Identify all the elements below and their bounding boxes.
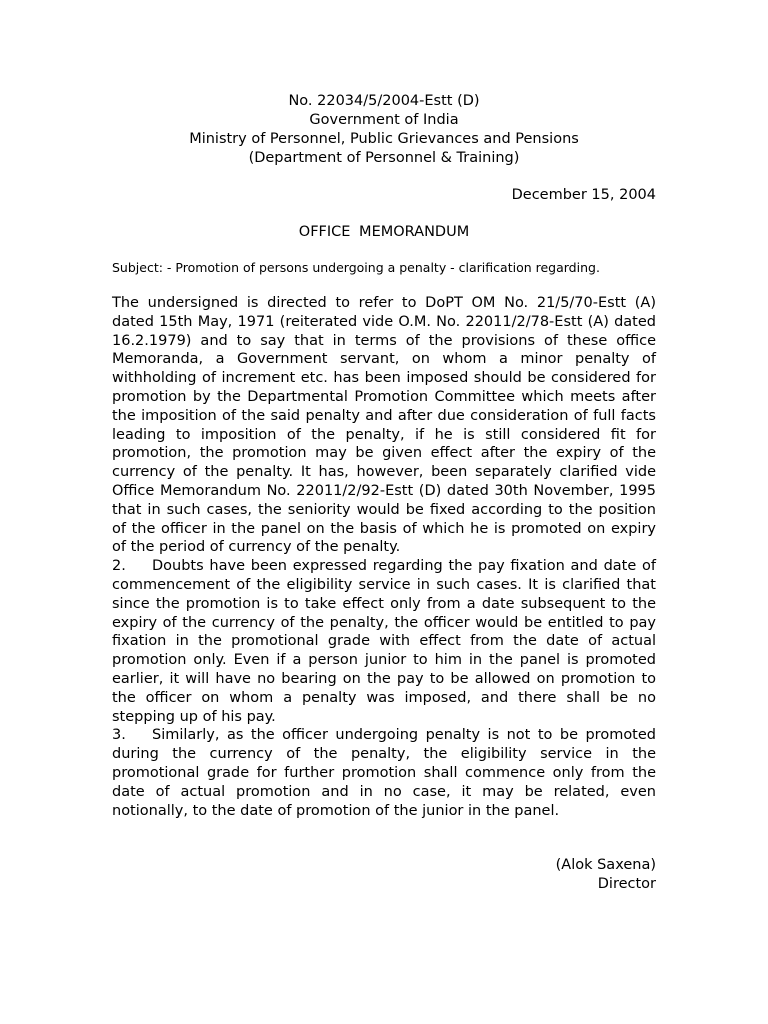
memo-subject: Subject: - Promotion of persons undergoing a penalty - clarification regarding. [112, 260, 600, 275]
paragraph-3-number: 3. [112, 727, 126, 744]
paragraph-1: The undersigned is directed to refer to DoPT OM No. 21/5/70-Estt (A) dated 15th May, 1971 (reiterated vide O.M. No. 22011/2/78-Estt (A) dated 16.2.1979) and to say that in terms of the provisions of these office Memoranda, a Government servant, on whom a minor penalty of withholding of increment etc. has been imposed should be considered for promotion by the Departmental Promotion Committee which meets after the imposition of the said penalty and after due consideration of full facts leading to imposition of the penalty, if he is still considered fit for promotion, the promotion may be given effect after the expiry of the currency of the penalty. It has, however, been separately clarified vide Office Memorandum No. 22011/2/92-Estt (D) dated 30th November, 1995 that in such cases, the seniority would be fixed according to the position of the officer in the panel on the basis of which he is promoted on expiry of the period of currency of the penalty. [112, 295, 656, 556]
memo-body [112, 294, 656, 820]
government-name: Government of India [309, 112, 459, 128]
paragraph-3 [112, 726, 656, 820]
ministry-name: Ministry of Personnel, Public Grievances and Pensions [189, 131, 579, 147]
office-memorandum-page [112, 92, 656, 894]
memo-date: December 15, 2004 [511, 187, 656, 203]
paragraph-2-number: 2. [112, 558, 126, 575]
department-name: (Department of Personnel & Training) [248, 150, 520, 166]
signatory-designation: Director [597, 876, 656, 893]
paragraph-3-text: Similarly, as the officer undergoing penalty is not to be promoted during the currency of the penalty, the eligibility service in the promotional grade for further promotion shall commence only from the date of actual promotion and in no case, it may be related, even notionally, to the date of promotion of the junior in the panel. [112, 727, 656, 819]
signatory-name: (Alok Saxena) [555, 857, 656, 874]
document-header [112, 92, 656, 168]
paragraph-2 [112, 557, 656, 726]
memo-title: OFFICE MEMORANDUM [298, 224, 470, 240]
signature-block [112, 856, 656, 894]
paragraph-2-text: Doubts have been expressed regarding the pay fixation and date of commencement of the eligibility service in such cases. It is clarified that since the promotion is to take effect only from a date subsequent to the expiry of the currency of the penalty, the officer would be entitled to pay fixation in the promotional grade with effect from the date of actual promotion only. Even if a person junior to him in the panel is promoted earlier, it will have no bearing on the pay to be allowed on promotion to the officer on whom a penalty was imposed, and there shall be no stepping up of his pay. [112, 558, 656, 725]
reference-number: No. 22034/5/2004-Estt (D) [288, 93, 480, 109]
